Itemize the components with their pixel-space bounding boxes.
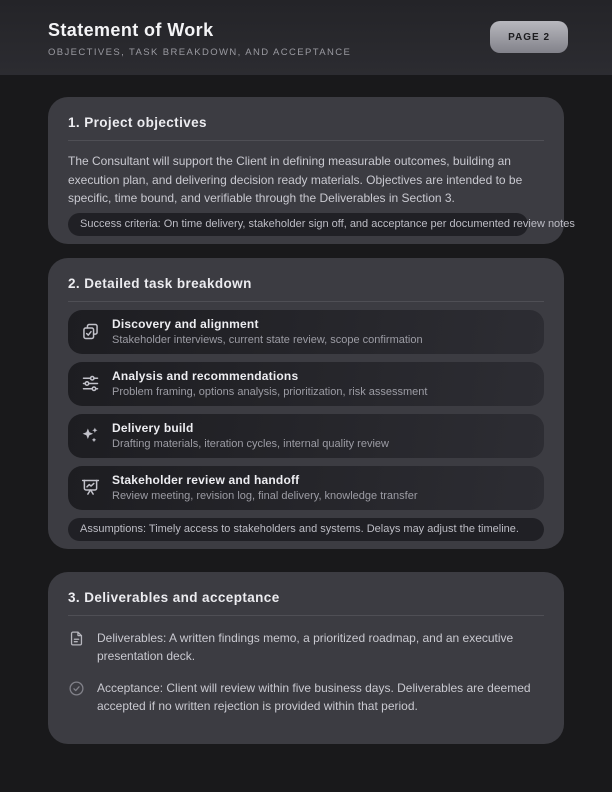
page-title: Statement of Work xyxy=(48,20,214,40)
divider xyxy=(68,615,544,616)
task-text xyxy=(112,421,389,450)
section-task-breakdown xyxy=(48,258,564,549)
deliverables-bullet xyxy=(68,629,544,666)
page-body xyxy=(0,75,612,744)
deliverables-text: Deliverables: A written findings memo, a prioritized roadmap, and an executive presentation deck. xyxy=(97,630,514,663)
section-project-objectives xyxy=(48,97,575,244)
task-title: Discovery and alignment xyxy=(112,317,259,331)
adjustments-icon xyxy=(80,373,101,394)
task-row-discovery xyxy=(68,310,544,354)
file-text-icon xyxy=(68,630,85,647)
page-number-badge: PAGE 2 xyxy=(490,21,568,53)
acceptance-text: Acceptance: Client will review within five business days. Deliverables are deemed accepted if no written rejection is provided within that period. xyxy=(97,680,531,713)
assumptions-pill xyxy=(68,518,544,541)
objectives-paragraph: The Consultant will support the Client in defining measurable outcomes, building an execution plan, and delivering decision ready materials. Objectives are intended to be specific, time bound, and verifiable through the Deliverables in Section 3. xyxy=(68,154,523,205)
success-criteria-text: Success criteria: On time delivery, stakeholder sign off, and acceptance per documented review notes xyxy=(80,217,575,230)
task-row-handoff xyxy=(68,466,544,510)
task-row-analysis xyxy=(68,362,544,406)
success-criteria-pill xyxy=(68,213,575,236)
section-title: 1. Project objectives xyxy=(68,115,207,130)
sparkles-icon xyxy=(80,425,101,446)
task-text xyxy=(112,369,427,398)
section-title: 2. Detailed task breakdown xyxy=(68,275,252,291)
task-subtitle: Problem framing, options analysis, prioritization, risk assessment xyxy=(112,386,428,398)
page-subtitle: OBJECTIVES, TASK BREAKDOWN, AND ACCEPTANCE xyxy=(48,47,352,58)
copy-check-icon xyxy=(80,321,101,342)
task-subtitle: Drafting materials, iteration cycles, internal quality review xyxy=(112,438,389,450)
check-circle-icon xyxy=(68,680,85,697)
task-text xyxy=(112,473,418,502)
assumptions-text: Assumptions: Timely access to stakeholders and systems. Delays may adjust the timeline. xyxy=(80,522,519,535)
document-header xyxy=(0,0,612,75)
task-text xyxy=(112,317,423,346)
section-title: 3. Deliverables and acceptance xyxy=(68,589,280,605)
task-title: Stakeholder review and handoff xyxy=(112,473,300,487)
task-title: Analysis and recommendations xyxy=(112,369,299,383)
task-subtitle: Stakeholder interviews, current state review, scope confirmation xyxy=(112,334,423,346)
section-deliverables-acceptance xyxy=(48,572,564,744)
task-subtitle: Review meeting, revision log, final delivery, knowledge transfer xyxy=(112,490,418,502)
task-title: Delivery build xyxy=(112,421,194,435)
acceptance-bullet xyxy=(68,679,544,716)
divider xyxy=(68,140,544,141)
task-row-delivery xyxy=(68,414,544,458)
divider xyxy=(68,301,544,302)
presentation-chart-icon xyxy=(80,477,101,498)
